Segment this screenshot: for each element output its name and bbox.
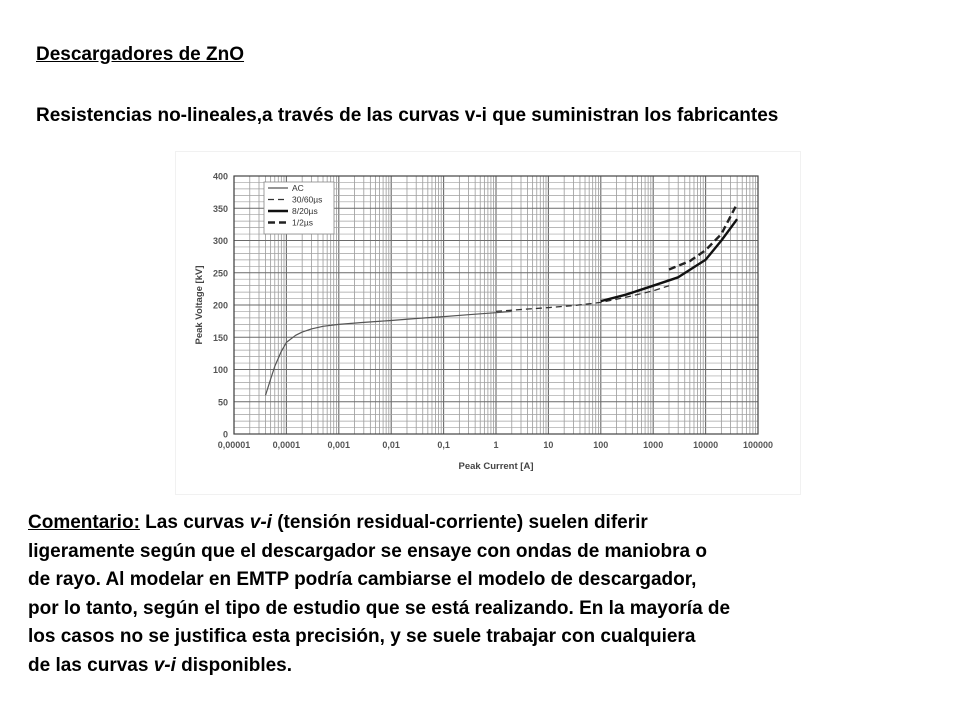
comment-line-1 (28, 509, 933, 538)
y-tick-label: 350 (212, 203, 228, 214)
y-tick-label: 150 (212, 332, 228, 343)
x-axis-label: Peak Current [A] (458, 461, 534, 472)
legend-entry: 1/2µs (292, 217, 313, 228)
y-tick-label: 0 (222, 429, 228, 440)
y-tick-label: 400 (212, 171, 228, 182)
comment-label: Comentario: (28, 512, 140, 533)
comment-line-1-post: (tensión residual-corriente) suelen diferir (271, 512, 648, 533)
y-axis-label: Peak Voltage [kV] (194, 265, 205, 345)
legend-entry: 8/20µs (292, 206, 318, 216)
x-tick-label: 0,00001 (217, 440, 251, 450)
page-subtitle: Resistencias no-lineales,a través de las curvas v-i que suministran los fabricantes (36, 105, 779, 126)
y-tick-label: 300 (212, 236, 228, 246)
comment-line-1-pre: Las curvas (139, 512, 250, 533)
comment-paragraph (28, 509, 933, 680)
vi-curve-chart-svg (176, 152, 800, 494)
vi-curve-chart (176, 152, 800, 494)
y-tick-label: 50 (217, 397, 228, 408)
legend-entry: 30/60µs (292, 194, 323, 205)
x-tick-label: 0,0001 (272, 440, 301, 450)
x-tick-label: 0,001 (327, 440, 351, 450)
comment-line-6-italic: v-i (153, 654, 176, 676)
comment-line-2: ligeramente según que el descargador se ensaye con ondas de maniobra o (28, 540, 707, 562)
x-tick-label: 1000 (643, 440, 664, 450)
y-tick-label: 100 (212, 365, 228, 375)
x-tick-label: 10 (543, 440, 554, 450)
x-tick-label: 0,01 (382, 440, 400, 450)
comment-line-1-italic: v-i (249, 512, 272, 533)
page-heading: Descargadores de ZnO (36, 44, 245, 65)
y-tick-label: 250 (212, 268, 228, 279)
x-tick-label: 100 (593, 440, 609, 450)
y-tick-label: 200 (212, 300, 228, 311)
comment-line-3: de rayo. Al modelar en EMTP podría cambiarse el modelo de descargador, (28, 569, 697, 590)
comment-line-6 (28, 652, 933, 681)
x-tick-label: 0,1 (437, 440, 450, 450)
comment-line-6-pre: de las curvas (28, 654, 154, 676)
x-tick-label: 10000 (693, 440, 719, 450)
x-tick-label: 1 (493, 440, 499, 450)
legend-entry: AC (292, 183, 304, 193)
comment-line-4: por lo tanto, según el tipo de estudio que se está realizando. En la mayoría de (28, 597, 731, 619)
x-tick-label: 100000 (742, 440, 774, 450)
comment-line-6-post: disponibles. (175, 654, 293, 676)
comment-line-5: los casos no se justifica esta precisión, y se suele trabajar con cualquiera (28, 626, 696, 647)
